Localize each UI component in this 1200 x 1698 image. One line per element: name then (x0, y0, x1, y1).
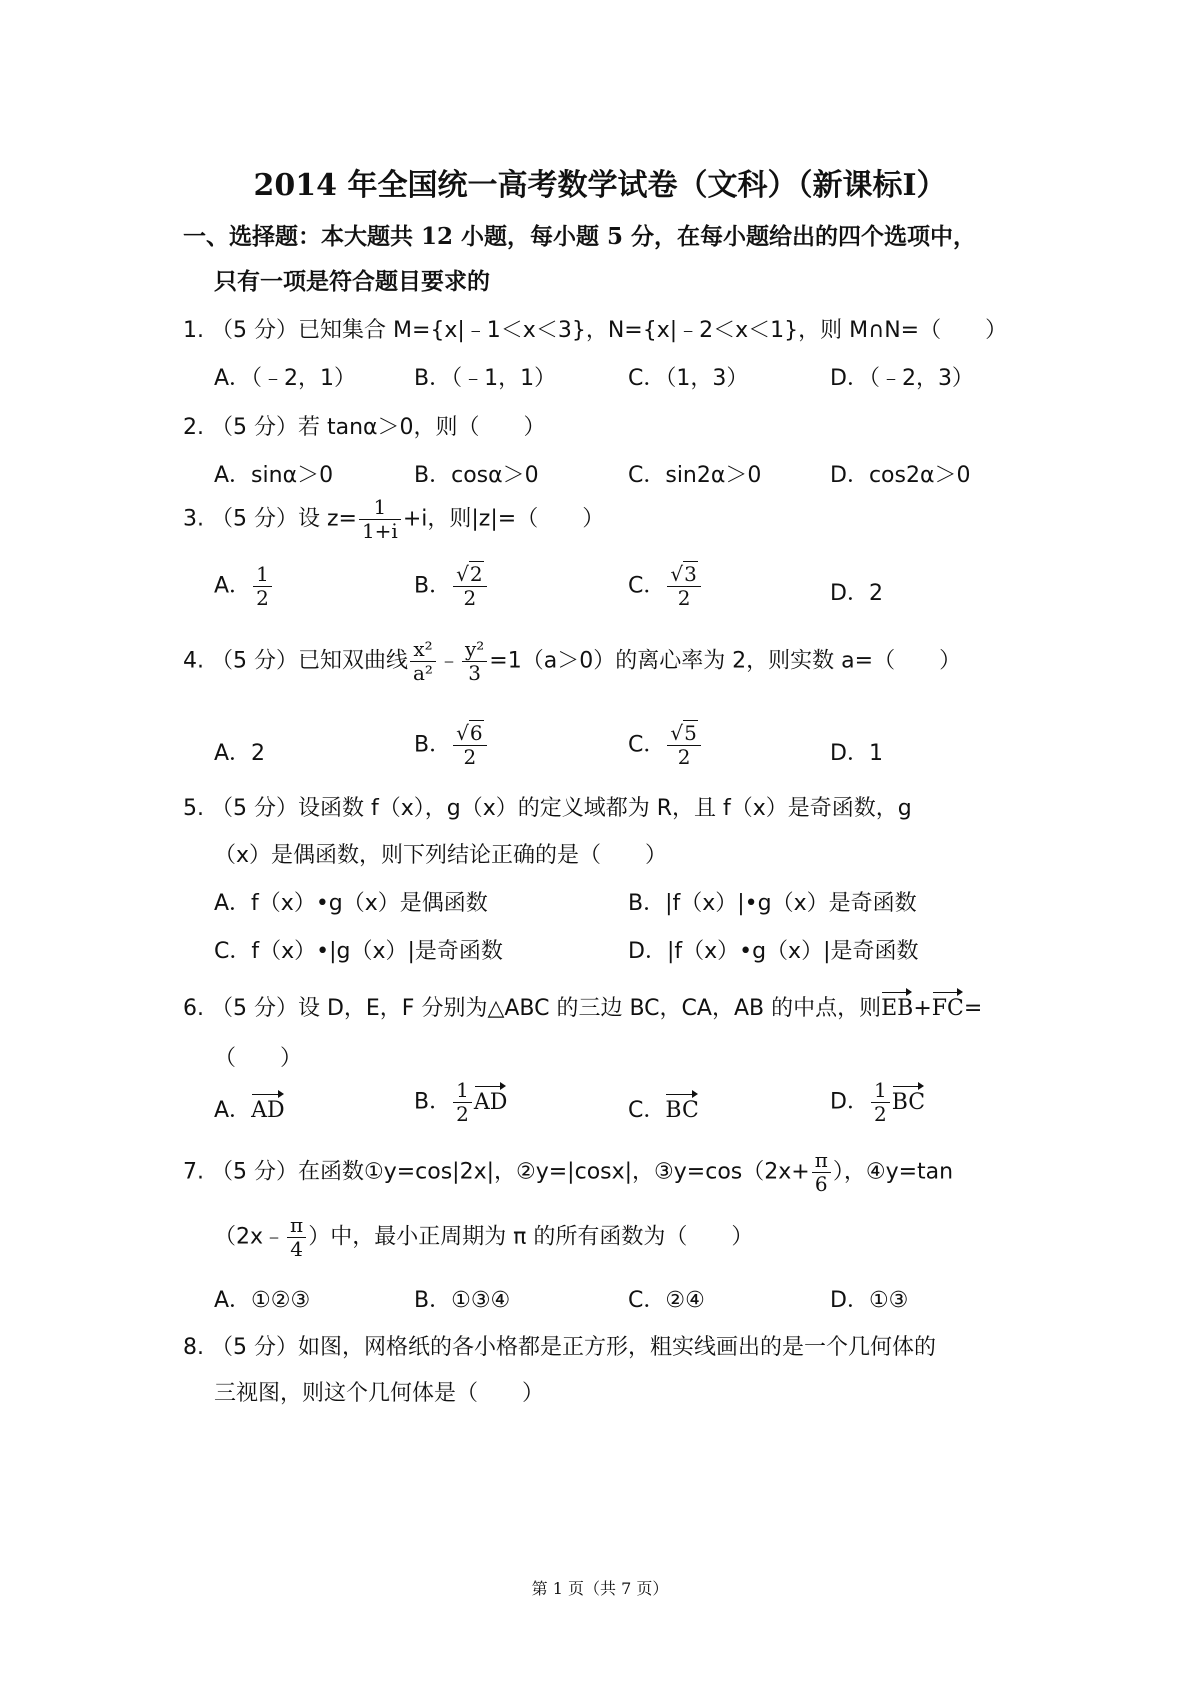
q3-b-radicand: 2 (469, 562, 483, 586)
q3-fraction-den: 1+i (361, 519, 398, 543)
q3-stem-suffix: +i，则|z|=（ ） (402, 506, 605, 532)
q4-f2-num: y² (462, 638, 487, 662)
q6-d-num: 1 (871, 1079, 890, 1103)
q2-option-c: C．sin2α＞0 (628, 463, 762, 488)
question-1-stem: 1. （5 分）已知集合 M={x|﹣1＜x＜3}，N={x|﹣2＜x＜1}，则 M∩N=（ ） (183, 318, 1008, 343)
section-heading-line1: 一、选择题：本大题共 12 小题，每小题 5 分，在每小题给出的四个选项中， (183, 223, 977, 250)
q7-option-b: B．①③④ (414, 1288, 511, 1313)
page-title: 2014 年全国统一高考数学试卷（文科）（新课标Ⅰ） (253, 168, 947, 203)
q2-option-d: D．cos2α＞0 (830, 463, 971, 488)
q3-fraction (359, 496, 401, 543)
q6-option-c-label: C． (628, 1098, 666, 1123)
q5-option-b: B．|f（x）|•g（x）是奇函数 (628, 891, 917, 916)
q6-d-den: 2 (873, 1102, 887, 1126)
q7-f1-den: 6 (814, 1172, 828, 1196)
q7-option-d: D．①③ (830, 1288, 909, 1313)
question-7-line2 (214, 1214, 753, 1261)
q4-option-a: A．2 (214, 741, 266, 766)
q4-option-b (414, 722, 489, 769)
q6-option-d (830, 1079, 925, 1126)
q4-option-b-label: B． (414, 732, 452, 758)
q6-option-b-frac (453, 1079, 472, 1126)
q2-option-a: A．sinα＞0 (214, 463, 334, 488)
q4-f1-den: a² (412, 661, 433, 685)
q3-c-num: √3 (667, 563, 700, 587)
q4-fraction-x (410, 638, 436, 685)
question-6-line2: （ ） (214, 1046, 303, 1071)
q3-option-c (628, 563, 703, 610)
q6-stem-prefix: 6. （5 分）设 D，E，F 分别为△ABC 的三边 BC，CA，AB 的中点，则 (183, 996, 882, 1021)
q6-option-a (214, 1092, 285, 1124)
q7-fraction-pi-4 (287, 1214, 306, 1261)
question-4-stem (183, 638, 961, 685)
q4-minus: ﹣ (437, 648, 460, 674)
vector-bc: BC (665, 1092, 698, 1123)
page-footer: 第 1 页（共 7 页） (531, 1579, 669, 1598)
question-5-line2: （x）是偶函数，则下列结论正确的是（ ） (214, 843, 668, 868)
q1-option-d: D．（﹣2，3） (830, 366, 974, 391)
q4-b-radicand: 6 (469, 721, 483, 745)
q3-b-den: 2 (463, 586, 477, 610)
q3-c-radicand: 3 (684, 562, 697, 586)
q3-option-c-label: C． (628, 573, 666, 599)
q3-option-d: D．2 (830, 581, 883, 606)
q4-c-num: √5 (667, 722, 700, 746)
q7-f1-num: π (812, 1149, 831, 1173)
q3-c-den: 2 (677, 586, 691, 610)
q4-option-b-frac (453, 722, 486, 769)
q4-f2-den: 3 (468, 661, 481, 685)
q1-option-a: A．（﹣2，1） (214, 366, 357, 391)
q4-c-radicand: 5 (684, 721, 697, 745)
q4-stem-prefix: 4. （5 分）已知双曲线 (183, 648, 408, 674)
q3-option-b (414, 563, 489, 610)
q4-b-num: √6 (453, 722, 486, 746)
q7-line2-prefix: （2x﹣ (214, 1224, 286, 1250)
q4-option-d: D．1 (830, 741, 883, 766)
q3-a-den: 2 (256, 586, 269, 610)
q5-option-c: C．f（x）•|g（x）|是奇函数 (214, 939, 503, 964)
question-7-stem (183, 1149, 953, 1196)
q4-f1-num: x² (410, 638, 436, 662)
vector-ad: AD (474, 1084, 508, 1115)
q7-fraction-pi-6 (812, 1149, 831, 1196)
q2-option-b: B．cosα＞0 (414, 463, 539, 488)
q1-option-b: B．（﹣1，1） (414, 366, 557, 391)
q3-option-a-frac (253, 563, 272, 610)
q4-c-den: 2 (677, 745, 691, 769)
vector-ad: AD (251, 1092, 285, 1123)
q3-fraction-num: 1 (359, 496, 401, 520)
q6-option-d-frac (871, 1079, 890, 1126)
q6-option-c (628, 1092, 699, 1124)
q6-equals: = (963, 996, 983, 1021)
q6-option-a-label: A． (214, 1098, 252, 1123)
vector-eb: EB (881, 990, 913, 1021)
q3-b-num: √2 (453, 563, 486, 587)
q6-option-b (414, 1079, 507, 1126)
question-6-stem (183, 990, 982, 1022)
q7-option-c: C．②④ (628, 1288, 705, 1313)
q7-f2-den: 4 (290, 1237, 303, 1261)
vector-fc: FC (932, 990, 964, 1021)
q6-option-d-label: D． (830, 1089, 869, 1115)
q6-plus: + (913, 996, 932, 1021)
q7-stem-mid: ），④y=tan (832, 1159, 954, 1185)
q3-option-b-frac (453, 563, 486, 610)
q3-option-a (214, 563, 274, 610)
q5-option-a: A．f（x）•g（x）是偶函数 (214, 891, 488, 916)
q6-b-den: 2 (456, 1102, 469, 1126)
q3-option-c-frac (667, 563, 700, 610)
q1-option-c: C．（1，3） (628, 366, 749, 391)
question-3-stem (183, 496, 604, 543)
question-8-line2: 三视图，则这个几何体是（ ） (214, 1381, 545, 1406)
q6-option-b-label: B． (414, 1089, 452, 1115)
q7-option-a: A．①②③ (214, 1288, 311, 1313)
q3-stem-prefix: 3. （5 分）设 z= (183, 506, 357, 532)
q3-a-num: 1 (253, 563, 272, 587)
q3-option-b-label: B． (414, 573, 452, 599)
q4-option-c-label: C． (628, 732, 666, 758)
q4-option-c (628, 722, 703, 769)
q7-stem-prefix: 7. （5 分）在函数①y=cos|2x|，②y=|cosx|，③y=cos（2x+ (183, 1159, 810, 1185)
q6-b-num: 1 (453, 1079, 472, 1103)
section-heading-line2: 只有一项是符合题目要求的 (214, 268, 490, 295)
q4-fraction-y (462, 638, 487, 685)
question-8-line1: 8. （5 分）如图，网格纸的各小格都是正方形，粗实线画出的是一个几何体的 (183, 1335, 936, 1360)
q4-stem-suffix: =1（a＞0）的离心率为 2，则实数 a=（ ） (489, 648, 962, 674)
q4-b-den: 2 (463, 745, 477, 769)
q3-option-a-label: A． (214, 573, 252, 599)
q7-line2-suffix: ）中，最小正周期为 π 的所有函数为（ ） (308, 1224, 754, 1250)
q4-option-c-frac (667, 722, 700, 769)
question-2-stem: 2. （5 分）若 tanα＞0，则（ ） (183, 415, 546, 440)
q5-option-d: D．|f（x）•g（x）|是奇函数 (628, 939, 919, 964)
q7-f2-num: π (287, 1214, 306, 1238)
question-5-line1: 5. （5 分）设函数 f（x），g（x）的定义域都为 R，且 f（x）是奇函数，g (183, 796, 912, 821)
vector-bc: BC (892, 1084, 925, 1115)
